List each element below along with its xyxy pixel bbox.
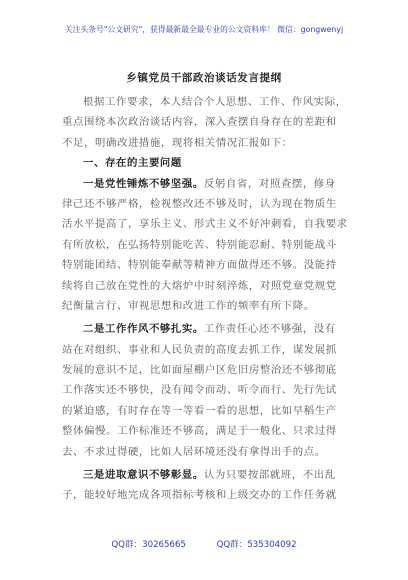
qq-group-1: QQ群：30265665 [111,540,186,550]
paragraph-first-line [62,174,362,194]
paragraph-line: 整体偏慢。工作标准还不够高，满足于一般化、只求过得 [62,425,337,438]
intro-line: 重点围绕本次政治谈话内容，深入查摆自身存在的差距和 [62,116,337,129]
paragraph-text: 认为只要按部就班，不出乱 [203,469,336,482]
paragraph-line: 续将自己放在党性的大熔炉中时刻淬炼，对照党章党规党 [62,279,337,292]
paragraph-line: 去、不求过得硬，比如人居环境还没有拿得出手的点。 [62,445,326,458]
intro-line: 不足，明确改进措施，现将相关情况汇报如下： [62,136,293,149]
paragraph-line: 特别能团结、特别能奉献等精神方面做得还不够。没能持 [62,259,337,272]
intro-line: 根据工作要求，本人结合个人思想、工作、作风实际， [83,96,347,108]
paragraph-line: 有所放松，在弘扬特别能吃苦、特别能忍耐、特别能战斗 [62,238,337,251]
promo-banner: 关注头条号"公文研究"，获得最新最全最专业的公文资料库！ 微信：gongwenyj [64,25,344,34]
section-heading: 一、存在的主要问题 [83,157,182,170]
paragraph-lead: 一是党性锤炼不够坚强。 [83,177,204,190]
paragraph-line: 律己还不够严格，检视整改还不够及时，认为现在物质生 [62,197,337,210]
document-title: 乡镇党员干部政治谈话发言提纲 [126,72,282,84]
paragraph-first-line [62,465,362,485]
paragraph-line: 纪衡量言行、审视思想和改进工作的频率有所下降。 [62,299,315,312]
paragraph-lead: 三是进取意识不够彰显。 [83,469,204,482]
paragraph-first-line [62,319,362,339]
paragraph-text: 反躬自省，对照查摆，修身 [203,177,336,190]
paragraph-line: 的紧迫感，有时存在等一等看一看的思想，比如早稻生产 [62,404,337,417]
footer-contact [0,538,408,550]
paragraph-line: 站在对组织、事业和人民负责的高度去抓工作，谋发展抓 [62,343,337,356]
qq-group-2: QQ群：535304092 [216,540,297,550]
paragraph-text: 工作责任心还不够强，没有 [203,323,336,336]
paragraph-line: 发展的意识不足，比如面屋棚户区危旧房整治还不够彻底 [62,364,337,377]
paragraph-line: 工作落实还不够快，没有闻令而动、听令而行、先行先试 [62,384,337,397]
paragraph-line: 子，能较好地完成各项指标考核和上级交办的工作任务就 [62,489,337,502]
document-body [62,92,362,506]
paragraph-lead: 二是工作作风不够扎实。 [83,323,204,336]
paragraph-line: 活水平提高了，享乐主义、形式主义不好冲刺看，自我要求 [62,218,348,231]
